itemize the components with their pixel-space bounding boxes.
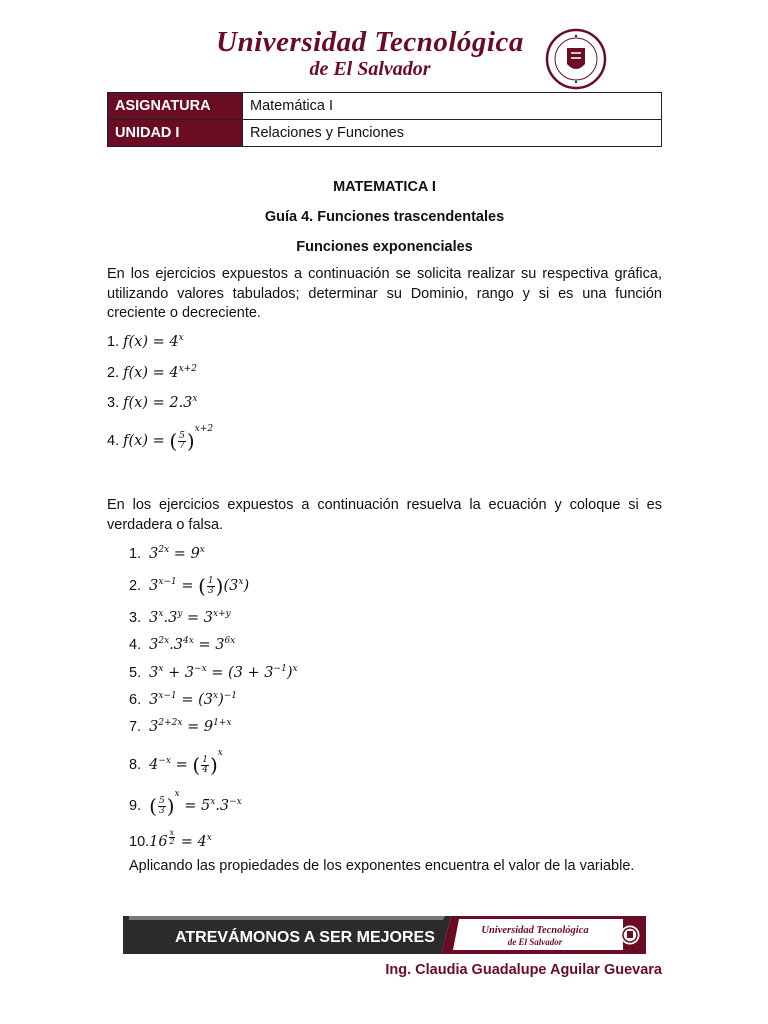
- equation-4: 4. $3^{2x}.3^{4x} = 3^{6x}$: [129, 636, 236, 653]
- document-titles: [107, 176, 662, 266]
- banner-university-line2: de El Salvador: [507, 937, 563, 947]
- equation-number: 2.: [129, 578, 142, 594]
- exercise-number: 4.: [107, 433, 120, 449]
- exercise-1: 1. $f(x) = 4^x$: [107, 333, 184, 350]
- equation-8: 8. $4^{-x}$ = ( $\frac{1}{4}$ )$^x$: [129, 748, 223, 777]
- document-header: [0, 20, 768, 94]
- equation-2: 2. $3^{x-1}$ = ( $\frac{1}{3}$ )(3$^x$): [129, 574, 250, 598]
- exercise-number: 2.: [107, 364, 120, 381]
- university-logo-text: [160, 28, 580, 79]
- equation-7: 7. $3^{2+2x} = 9^{1+x}$: [129, 718, 232, 735]
- author-name: Ing. Claudia Guadalupe Aguilar Guevara: [385, 962, 662, 978]
- equation-number: 7.: [129, 718, 142, 735]
- exercise-number: 1.: [107, 333, 120, 350]
- course-info-table: [107, 92, 662, 147]
- exercise-number: 3.: [107, 394, 120, 411]
- university-name-line1: Universidad Tecnológica: [216, 26, 524, 58]
- section1-instructions: En los ejercicios expuestos a continuación se solicita realizar su respectiva gráfica, utilizando valores tabulados; determinar su Dominio, rango y si es una función creciente o decreciente.: [107, 266, 662, 321]
- equation-number: 3.: [129, 609, 142, 626]
- equation-1: 1. $3^{2x} = 9^x$: [129, 545, 205, 562]
- equation-5: 5. $3^x + 3^{-x} = (3 + 3^{-1})^x$: [129, 664, 298, 681]
- equation-number: 8.: [129, 757, 142, 773]
- equation-10: 10.16 $^{\frac{x}{2}}$ = $4^x$: [129, 828, 212, 850]
- exercise-4: 4. f(x) = ( $\frac{5}{7}$ )$^{x+2}$: [107, 424, 214, 453]
- equation-3: 3. $3^x.3^y = 3^{x+y}$: [129, 609, 231, 626]
- asignatura-label: ASIGNATURA: [108, 93, 243, 120]
- equation-number: 9.: [129, 798, 142, 814]
- equation-number: 5.: [129, 664, 142, 681]
- footer-banner: [123, 914, 646, 956]
- equation-number: 6.: [129, 691, 142, 708]
- banner-slogan: ATREVÁMONOS A SER MEJORES: [175, 929, 435, 946]
- equation-9: 9. ( $\frac{5}{3}$ )$^x = 5^x.3^{-x}$: [129, 789, 242, 818]
- asignatura-value: Matemática I: [243, 93, 662, 120]
- table-row: [108, 120, 662, 147]
- unidad-label: UNIDAD I: [108, 120, 243, 147]
- banner-university-line1: Universidad Tecnológica: [481, 925, 589, 936]
- closing-instruction: Aplicando las propiedades de los exponentes encuentra el valor de la variable.: [129, 858, 635, 874]
- section2-instructions: En los ejercicios expuestos a continuación resuelva la ecuación y coloque si es verdadera o falsa.: [107, 497, 662, 533]
- equation-6: 6. $3^{x-1} = (3^x)^{-1}$: [129, 691, 238, 708]
- guide-title: Guía 4. Funciones trascendentales: [264, 209, 505, 225]
- university-name-line2: de El Salvador: [309, 58, 431, 80]
- table-row: [108, 93, 662, 120]
- equation-number: 10.: [129, 833, 150, 850]
- exercise-2: 2. $f(x) = 4^{x+2}$: [107, 364, 197, 381]
- exercise-3: 3. $f(x) = 2.3^x$: [107, 394, 198, 411]
- equation-number: 4.: [129, 636, 142, 653]
- topic-title: Funciones exponenciales: [296, 239, 473, 255]
- equation-number: 1.: [129, 545, 142, 562]
- university-seal-icon: [545, 28, 607, 90]
- unidad-value: Relaciones y Funciones: [243, 120, 662, 147]
- course-title: MATEMATICA I: [333, 179, 436, 195]
